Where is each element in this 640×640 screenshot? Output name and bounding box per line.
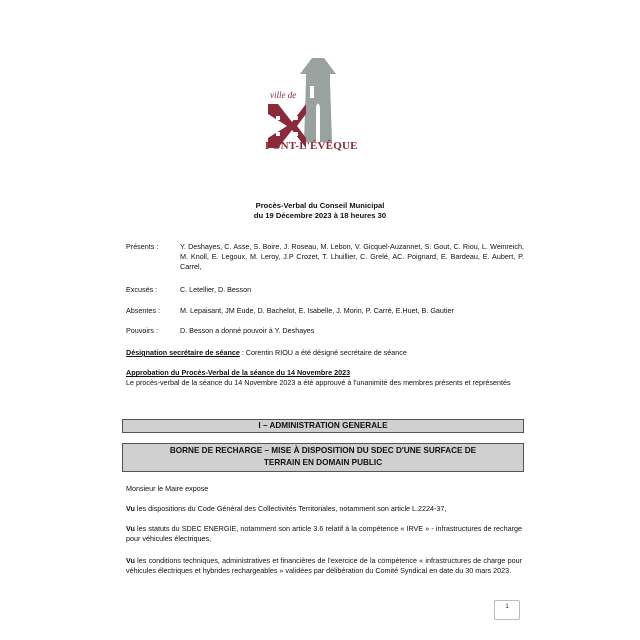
vu-word: Vu bbox=[126, 524, 135, 533]
pouvoirs-label: Pouvoirs : bbox=[126, 326, 158, 335]
logo-emblem-icon bbox=[262, 52, 358, 152]
secretary-text: : Corentin RIOU a été désigné secrétaire de séance bbox=[239, 348, 407, 357]
vu-text-3: les conditions techniques, administratives et financières de l'exercice de la compétence « infrastructures de charge pour véhicules électriques et hybrides rechargeables » validées par délibération du Comité Syndical en date du 30 mars 2023. bbox=[126, 556, 522, 575]
section-subtitle-line1: BORNE DE RECHARGE – MISE À DISPOSITION DU SDEC D'UNE SURFACE DE bbox=[169, 446, 477, 455]
secretary-paragraph bbox=[126, 348, 522, 358]
approval-text: Le procès-verbal de la séance du 14 Novembre 2023 a été approuvé à l'unanimité des membres présents et représentés bbox=[126, 377, 511, 387]
presents-label: Présents : bbox=[126, 242, 159, 251]
absentes-label: Absentes : bbox=[126, 306, 160, 315]
page-number: 1 bbox=[494, 600, 520, 620]
intro-paragraph: Monsieur le Maire expose bbox=[126, 484, 209, 493]
section-subtitle bbox=[122, 443, 524, 472]
presents-list: Y. Deshayes, C. Asse, S. Boire, J. Roseau, M. Lebon, V. Gicquel-Auzannet, S. Gout, C. Riou, L. Weinreich, M. Knoll, E. Legoux, M. Leroy, J.P Crozet, T. Lhuillier, C. Grelé, AC. Poignard, E. Bardeau, E. Aubert, P. Carrel, bbox=[180, 242, 524, 271]
pouvoirs-text: D. Besson a donné pouvoir à Y. Deshayes bbox=[180, 326, 315, 335]
absentes-list: M. Lepaisant, JM Eude, D. Bachelot, E. Isabelle, J. Morin, P. Carré, E.Huet, B. Gautier bbox=[180, 306, 454, 315]
vu-paragraph-1 bbox=[126, 504, 522, 514]
vu-word: Vu bbox=[126, 556, 135, 565]
approval-heading: Approbation du Procès-Verbal de la séance du 14 Novembre 2023 bbox=[126, 368, 351, 377]
document-title: Procès-Verbal du Conseil Municipal bbox=[255, 201, 385, 210]
vu-paragraph-3 bbox=[126, 556, 522, 575]
document-date: du 19 Décembre 2023 à 18 heures 30 bbox=[253, 211, 387, 220]
vu-text-2: les statuts du SDEC ENERGIE, notamment son article 3.6 relatif à la compétence « IRVE » - infrastructures de recharge pour véhicules électriques, bbox=[126, 524, 522, 543]
section-title: I – ADMINISTRATION GENERALE bbox=[122, 419, 524, 433]
vu-text-1: les dispositions du Code Général des Collectivités Territoriales, notamment son article L.2224-37, bbox=[134, 504, 447, 513]
logo-town-name: PONT-L'ÉVÊQUE bbox=[265, 140, 358, 152]
logo-prefix: ville de bbox=[270, 90, 297, 100]
secretary-label: Désignation secrétaire de séance bbox=[126, 348, 240, 357]
section-subtitle-line2: TERRAIN EN DOMAIN PUBLIC bbox=[263, 458, 383, 467]
vu-paragraph-2 bbox=[126, 524, 522, 543]
excuses-list: C. Letellier, D. Besson bbox=[180, 285, 252, 294]
town-logo bbox=[262, 52, 358, 192]
approval-paragraph bbox=[126, 368, 522, 387]
vu-word: Vu bbox=[126, 504, 135, 513]
excuses-label: Excusés : bbox=[126, 285, 158, 294]
